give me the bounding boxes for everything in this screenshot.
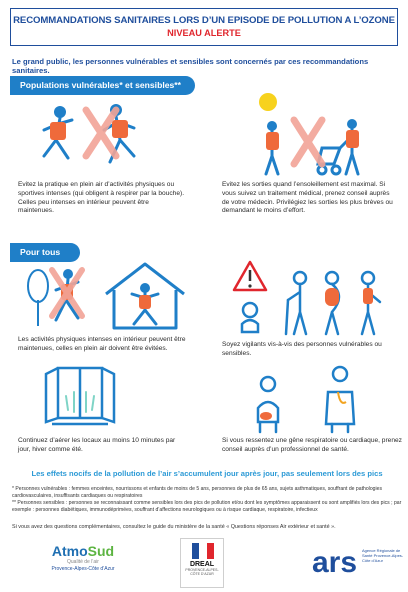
header: [10, 8, 398, 46]
dreal-word: DREAL: [189, 561, 215, 568]
ars-logo: [312, 540, 404, 588]
ars-word: ars: [312, 546, 358, 579]
vigilance-illustration: [228, 258, 400, 338]
atmosud-tagline: Qualité de l’air: [67, 559, 99, 565]
intro-text: Le grand public, les personnes vulnérables et sensibles sont concernés par ces recommandations sanitaires.: [12, 57, 369, 75]
footnote-sensitive: ** Personnes sensibles : personnes se reconnaissant comme sensibles lors des pics de pollution et/ou dont les symptômes apparaissent ou sont amplifiés lors des pics ; par exemple : personnes diabétiques, immunodéprimées, souffrant d’affections neurologiques ou à risque cardiaque, respiratoire, infectieux: [12, 500, 402, 514]
stethoscope-icon: [338, 392, 346, 403]
sud-word: Sud: [87, 543, 115, 559]
tree-icon: [28, 270, 48, 326]
everyone-ventilate-text: Continuez d’aérer les locaux au moins 10 minutes par jour, hiver comme été.: [18, 437, 176, 453]
alert-level: NIVEAU ALERTE: [167, 28, 241, 38]
outdoor-indoor-activity-illustration: [20, 260, 190, 332]
atmo-word: Atmo: [51, 543, 88, 559]
health-professional-illustration: [240, 362, 390, 434]
runners-illustration: [30, 100, 170, 178]
warning-icon: [234, 262, 266, 290]
vulnerable-outings-text: Evitez les sorties quand l’ensoleillement est maximal. Si vous suivez un traitement médical, prenez conseil auprès de votre médecin. Privilégiez les sorties les plus brèves ou demandant le moins d’effort.: [222, 181, 393, 215]
dreal-logo: [180, 538, 224, 588]
footnote-vulnerable: * Personnes vulnérables : femmes enceintes, nourrissons et enfants de moins de 5 ans, personnes de plus de 65 ans, sujets asthmatiques, souffrant de pathologies cardiovasculaires, insuffisants cardiaques ou respiratoires: [12, 486, 382, 499]
everyone-symptoms-text: Si vous ressentez une gêne respiratoire ou cardiaque, prenez conseil auprès d’un professionnel de santé.: [222, 437, 402, 453]
dreal-sub: PROVENCE-ALPES-CÔTE D’AZUR: [185, 568, 219, 576]
vulnerable-activity-text: Evitez la pratique en plein air d’activités physiques ou sportives intenses (qui obligent à respirer par la bouche). Celles peu intenses en intérieur peuvent être maintenues.: [18, 181, 185, 215]
everyone-activity-text: Les activités physiques intenses en intérieur peuvent être maintenues, celles en plein air doivent être évitées.: [18, 336, 186, 352]
footnotes: [12, 486, 402, 515]
vulnerable-section-title: Populations vulnérables* et sensibles**: [10, 76, 195, 95]
everyone-vigilance-text: Soyez vigilants vis-à-vis des personnes vulnérables ou sensibles.: [222, 341, 382, 357]
atmosud-logo: [38, 543, 128, 587]
everyone-section-title: Pour tous: [10, 243, 80, 262]
effects-statement: Les effets nocifs de la pollution de l’air s’accumulent jour après jour, pas seulement lors des pics: [31, 469, 383, 478]
questions-note: Si vous avez des questions complémentaires, consultez le guide du ministère de la santé « Questions réponses Air extérieur et santé ».: [12, 524, 336, 530]
sun-family-illustration: [222, 90, 400, 178]
flag-icon: [192, 543, 214, 559]
atmosud-region: Provence-Alpes-Côte d’Azur: [51, 566, 115, 572]
window-ventilation-illustration: [40, 362, 120, 432]
sun-icon: [259, 93, 277, 111]
ars-sub: Agence Régionale de Santé Provence-Alpes-Côte d’Azur: [362, 548, 404, 563]
page-title: RECOMMANDATIONS SANITAIRES LORS D’UN EPISODE DE POLLUTION A L’OZONE: [13, 15, 395, 26]
